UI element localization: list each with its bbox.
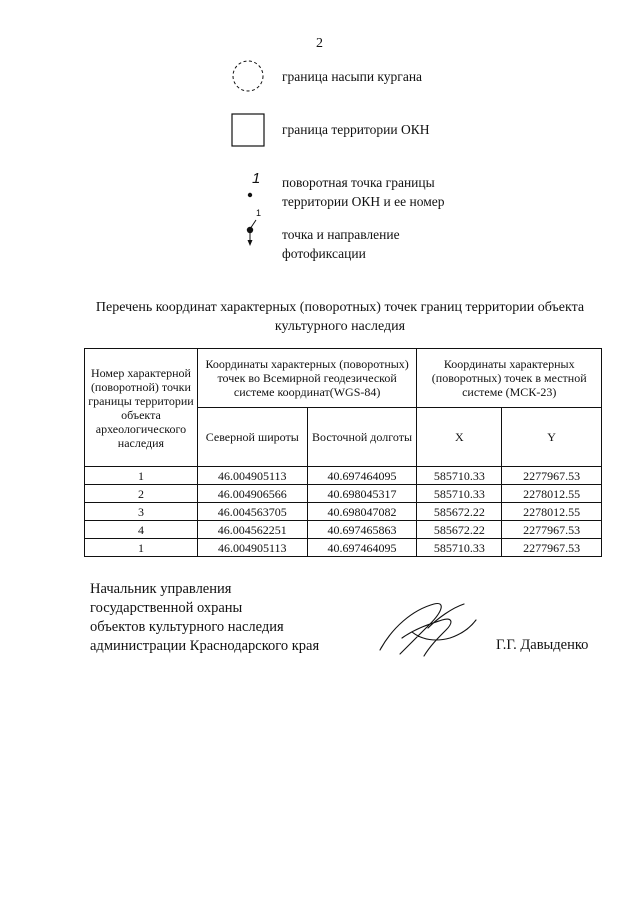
coordinates-list-title: Перечень координат характерных (поворотных) точек границ территории объекта культурного наследия [95,300,585,334]
legend-text-mound: граница насыпи кургана [282,69,423,84]
cell-longitude: 40.697465863 [307,521,417,539]
cell-x: 585710.33 [417,539,502,557]
cell-latitude: 46.004905113 [197,467,307,485]
photo-direction-marker-label: 1 [256,208,262,218]
cell-latitude: 46.004906566 [197,485,307,503]
table-row [85,503,602,521]
turning-point-marker-label: 1 [252,170,261,187]
cell-y: 2277967.53 [502,539,602,557]
cell-point-number: 4 [85,521,198,539]
signer-position-line: Начальник управления [90,581,232,597]
cell-longitude: 40.697464095 [307,539,417,557]
page-number: 2 [316,36,323,51]
handwritten-signature [372,598,482,664]
cell-point-number: 1 [85,467,198,485]
legend-text-turning-point: поворотная точка границы территории ОКН и ее номер [282,175,445,209]
legend-text-photo-direction: точка и направление фотофиксации [282,227,400,261]
table-row [85,539,602,557]
cell-y: 2278012.55 [502,485,602,503]
signature-block [90,580,319,656]
cell-y: 2277967.53 [502,521,602,539]
cell-x: 585710.33 [417,467,502,485]
cell-latitude: 46.004905113 [197,539,307,557]
cell-latitude: 46.004562251 [197,521,307,539]
header-longitude: Восточной долготы [307,408,417,467]
table-row [85,521,602,539]
legend-text-territory: граница территории ОКН [282,122,430,137]
header-msk23-group: Координаты характерных (поворотных) точек в местной системе (МСК-23) [417,349,602,408]
signer-position-line: администрации Краснодарского края [90,638,320,654]
table-row [85,467,602,485]
cell-x: 585672.22 [417,503,502,521]
cell-longitude: 40.697464095 [307,467,417,485]
cell-longitude: 40.698045317 [307,485,417,503]
cell-y: 2278012.55 [502,503,602,521]
table-row [85,485,602,503]
territory-boundary-square-icon [230,112,266,148]
header-wgs84-group: Координаты характерных (поворотных) точек во Всемирной геодезической системе координат(WGS-84) [197,349,417,408]
cell-y: 2277967.53 [502,467,602,485]
signer-name: Г.Г. Давыденко [496,637,589,653]
header-latitude: Северной широты [197,408,307,467]
cell-point-number: 3 [85,503,198,521]
photo-direction-point-icon [240,210,266,250]
header-x: X [417,408,502,467]
cell-x: 585672.22 [417,521,502,539]
cell-point-number: 1 [85,539,198,557]
signer-position-line: государственной охраны [90,600,243,616]
mound-boundary-dashed-circle-icon [230,58,266,94]
cell-latitude: 46.004563705 [197,503,307,521]
cell-x: 585710.33 [417,485,502,503]
cell-longitude: 40.698047082 [307,503,417,521]
header-y: Y [502,408,602,467]
signer-position-line: объектов культурного наследия [90,619,284,635]
cell-point-number: 2 [85,485,198,503]
header-point-number: Номер характерной (поворотной) точки границы территории объекта археологического наследия [85,349,198,467]
coordinates-table [84,348,602,557]
